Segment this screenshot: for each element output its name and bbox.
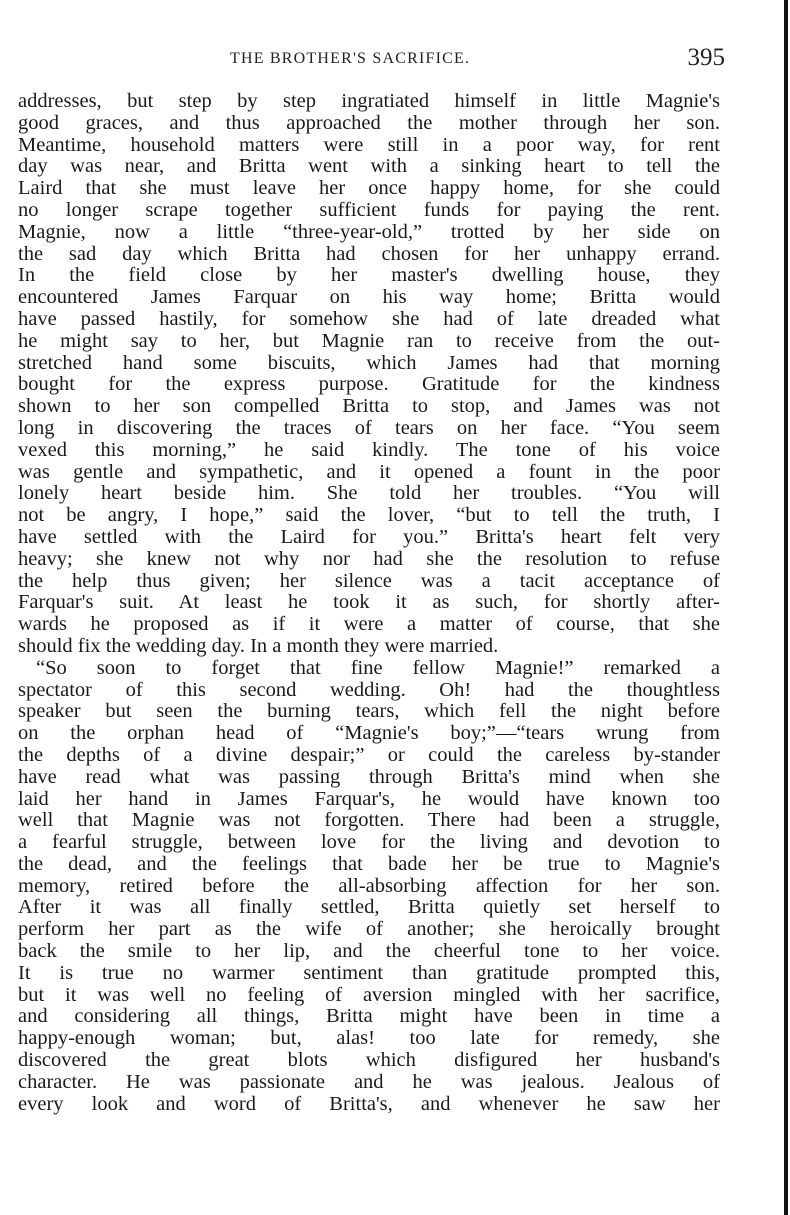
text-line: day was near, and Britta went with a sinking heart to tell the — [18, 156, 720, 178]
text-line: wards he proposed as if it were a matter of course, that she — [18, 614, 720, 636]
text-line: have passed hastily, for somehow she had of late dreaded what — [18, 308, 720, 330]
text-line: back the smile to her lip, and the cheerful tone to her voice. — [18, 941, 720, 963]
text-line: was gentle and sympathetic, and it opened a fount in the poor — [18, 461, 720, 483]
text-line: bought for the express purpose. Gratitude for the kindness — [18, 374, 720, 396]
text-line: long in discovering the traces of tears on her face. “You seem — [18, 417, 720, 439]
page-number: 395 — [687, 44, 725, 71]
text-line: vexed this morning,” he said kindly. The tone of his voice — [18, 439, 720, 461]
text-line: happy-enough woman; but, alas! too late for remedy, she — [18, 1028, 720, 1050]
text-line: heavy; she knew not why nor had she the resolution to refuse — [18, 548, 720, 570]
text-line: Meantime, household matters were still in a poor way, for rent — [18, 134, 720, 156]
text-line: every look and word of Britta's, and whenever he saw her — [18, 1093, 720, 1115]
text-line: Magnie, now a little “three-year-old,” trotted by her side on — [18, 221, 720, 243]
text-line: encountered James Farquar on his way home; Britta would — [18, 287, 720, 309]
body-text — [18, 91, 720, 1115]
text-line: stretched hand some biscuits, which James had that morning — [18, 352, 720, 374]
text-line: not be angry, I hope,” said the lover, “but to tell the truth, I — [18, 505, 720, 527]
text-line: have settled with the Laird for you.” Britta's heart felt very — [18, 526, 720, 548]
running-title: THE BROTHER'S SACRIFICE. — [230, 50, 471, 67]
text-line: the depths of a divine despair;” or could the careless by-stander — [18, 744, 720, 766]
text-line: on the orphan head of “Magnie's boy;”—“tears wrung from — [18, 723, 720, 745]
text-line: character. He was passionate and he was jealous. Jealous of — [18, 1071, 720, 1093]
text-line: In the field close by her master's dwelling house, they — [18, 265, 720, 287]
text-line: Farquar's suit. At least he took it as such, for shortly after- — [18, 592, 720, 614]
text-line: Laird that she must leave her once happy home, for she could — [18, 178, 720, 200]
text-line: the sad day which Britta had chosen for her unhappy errand. — [18, 243, 720, 265]
text-line: After it was all finally settled, Britta quietly set herself to — [18, 897, 720, 919]
text-line: laid her hand in James Farquar's, he would have known too — [18, 788, 720, 810]
text-line: a fearful struggle, between love for the living and devotion to — [18, 832, 720, 854]
text-line: and considering all things, Britta might have been in time a — [18, 1006, 720, 1028]
text-line: discovered the great blots which disfigured her husband's — [18, 1050, 720, 1072]
page-edge-rule — [784, 0, 788, 1215]
text-line: the dead, and the feelings that bade her be true to Magnie's — [18, 853, 720, 875]
text-line: good graces, and thus approached the mother through her son. — [18, 112, 720, 134]
text-line: speaker but seen the burning tears, which fell the night before — [18, 701, 720, 723]
text-line: should fix the wedding day. In a month they were married. — [18, 635, 499, 657]
text-line: spectator of this second wedding. Oh! had the thoughtless — [18, 679, 720, 701]
text-line: memory, retired before the all-absorbing affection for her son. — [18, 875, 720, 897]
page-header — [20, 44, 725, 74]
text-line: “So soon to forget that fine fellow Magnie!” remarked a — [36, 657, 720, 679]
text-line: the help thus given; her silence was a tacit acceptance of — [18, 570, 720, 592]
text-line: shown to her son compelled Britta to stop, and James was not — [18, 396, 720, 418]
text-line: lonely heart beside him. She told her troubles. “You will — [18, 483, 720, 505]
text-line: well that Magnie was not forgotten. There had been a struggle, — [18, 810, 720, 832]
text-line: no longer scrape together sufficient funds for paying the rent. — [18, 199, 720, 221]
text-line: have read what was passing through Britta's mind when she — [18, 766, 720, 788]
text-line: but it was well no feeling of aversion mingled with her sacrifice, — [18, 984, 720, 1006]
text-line: he might say to her, but Magnie ran to receive from the out- — [18, 330, 720, 352]
text-line: It is true no warmer sentiment than gratitude prompted this, — [18, 962, 720, 984]
text-line: perform her part as the wife of another; she heroically brought — [18, 919, 720, 941]
text-line: addresses, but step by step ingratiated himself in little Magnie's — [18, 91, 720, 112]
